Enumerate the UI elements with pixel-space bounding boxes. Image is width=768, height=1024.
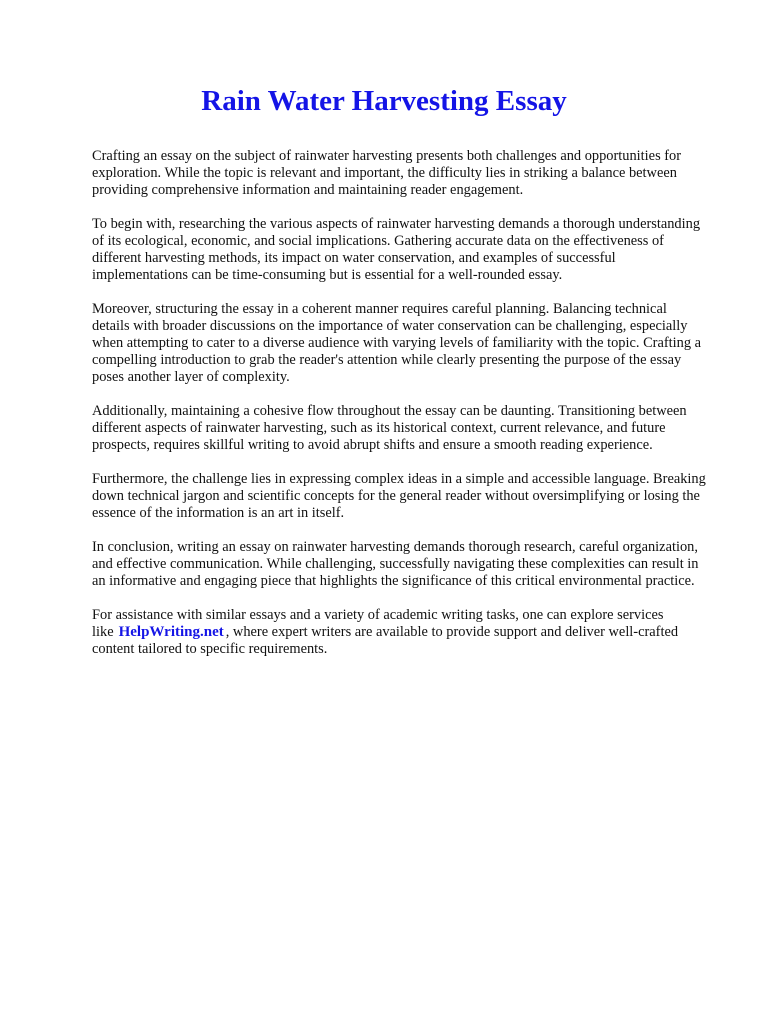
assistance-text-before: For assistance with similar essays and a variety of academic writing tasks, one can explore services like [92, 607, 664, 640]
assistance-text-after: , where expert writers are available to provide support and deliver well-crafted content tailored to specific requirements. [92, 624, 679, 657]
paragraph-conclusion: In conclusion, writing an essay on rainwater harvesting demands thorough research, careful organization, and effective communication. While challenging, successfully navigating these complexities can result in an informative and engaging piece that highlights the significance of this critical environmental practice. [92, 539, 699, 589]
paragraph-structure: Moreover, structuring the essay in a coherent manner requires careful planning. Balancing technical details with broader discussions on the importance of water conservation can be challenging, especially when attempting to cater to a diverse audience with varying levels of familiarity with the topic. Crafting a compelling introduction to grab the reader's attention while clearly presenting the purpose of the essay poses another layer of complexity. [92, 301, 702, 385]
helpwriting-link[interactable]: HelpWriting.net [118, 624, 224, 640]
paragraph-assistance [92, 607, 706, 658]
paragraph-research: To begin with, researching the various aspects of rainwater harvesting demands a thorough understanding of its ecological, economic, and social implications. Gathering accurate data on the effectiveness of different harvesting methods, its impact on water conservation, and examples of successful implementations can be time-consuming but is essential for a well-rounded essay. [92, 216, 701, 283]
paragraph-language: Furthermore, the challenge lies in expressing complex ideas in a simple and accessible language. Breaking down technical jargon and scientific concepts for the general reader without oversimplifying or losing the essence of the information is an art in itself. [92, 471, 706, 521]
paragraph-flow: Additionally, maintaining a cohesive flow throughout the essay can be daunting. Transitioning between different aspects of rainwater harvesting, such as its historical context, current relevance, and future prospects, requires skillful writing to avoid abrupt shifts and ensure a smooth reading experience. [92, 403, 687, 453]
paragraph-intro: Crafting an essay on the subject of rainwater harvesting presents both challenges and opportunities for exploration. While the topic is relevant and important, the difficulty lies in striking a balance between providing comprehensive information and maintaining reader engagement. [92, 148, 682, 198]
document-body [92, 148, 706, 658]
document-title: Rain Water Harvesting Essay [201, 85, 567, 117]
